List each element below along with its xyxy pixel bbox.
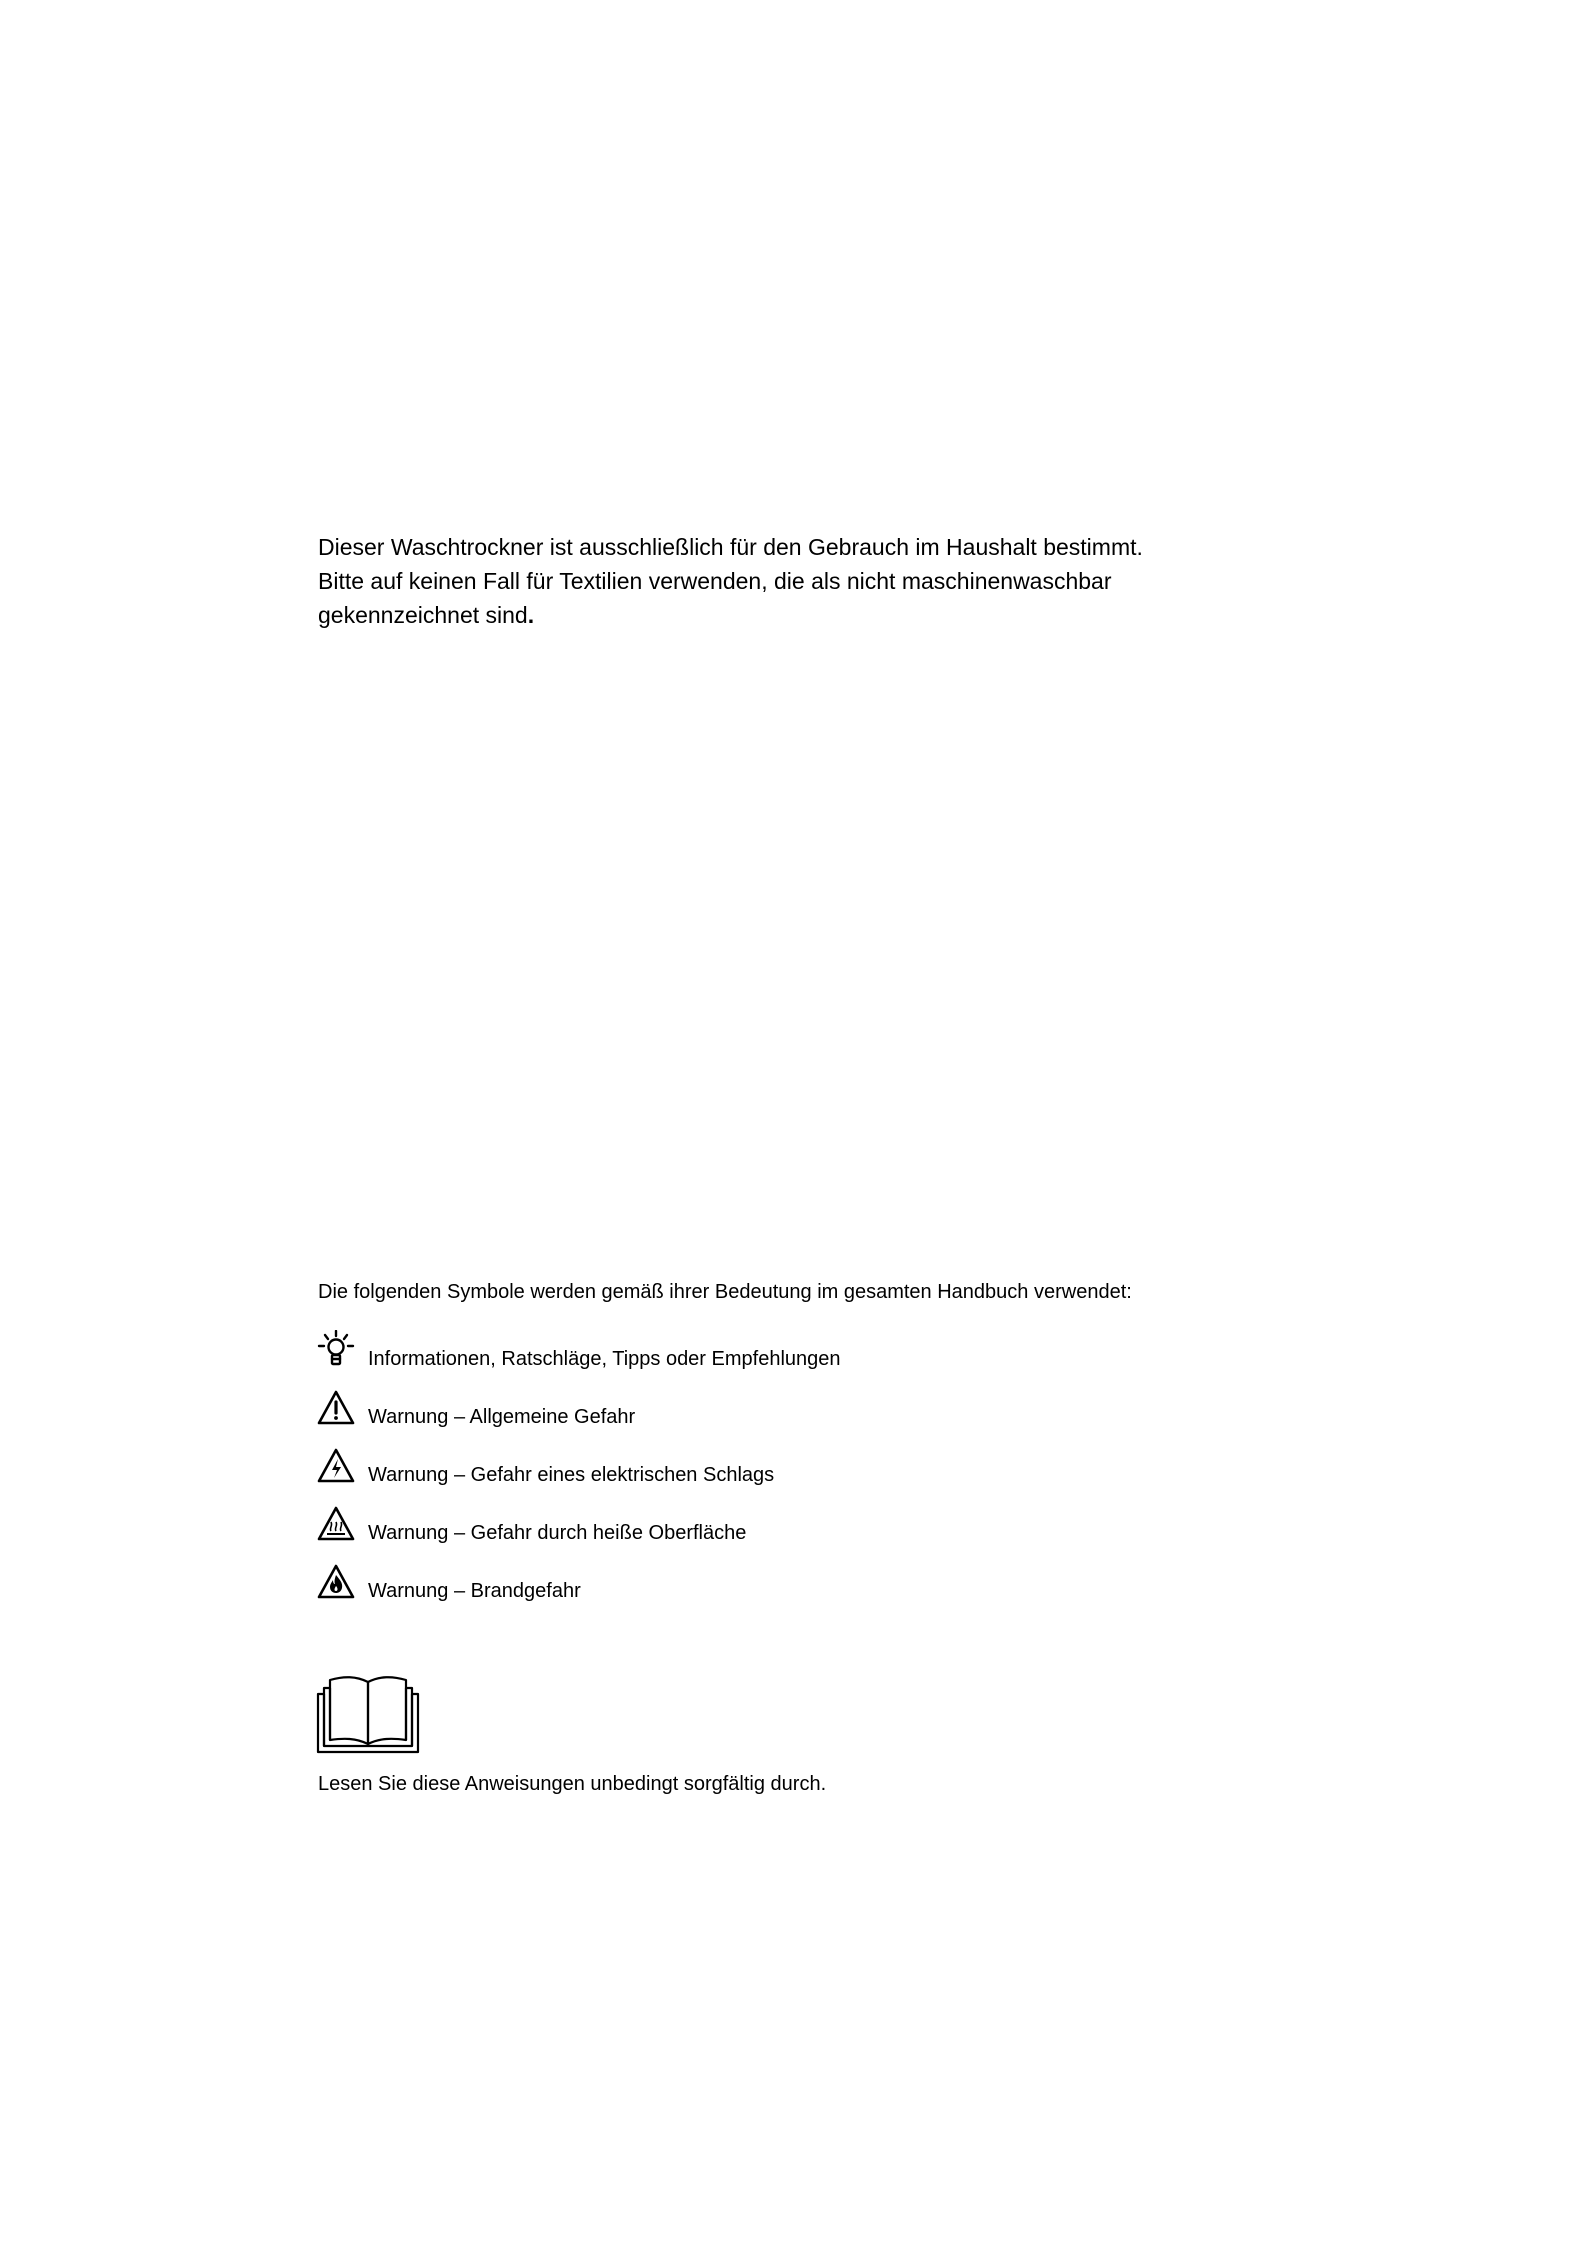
warning-electric-icon bbox=[316, 1446, 356, 1486]
symbol-row-info bbox=[316, 1330, 1316, 1370]
symbol-row-general-danger bbox=[316, 1388, 1316, 1428]
symbol-row-electric-shock bbox=[316, 1446, 1316, 1486]
open-book-icon bbox=[316, 1672, 420, 1756]
symbol-row-hot-surface bbox=[316, 1504, 1316, 1544]
symbol-row-fire bbox=[316, 1562, 1316, 1602]
symbol-label-info: Informationen, Ratschläge, Tipps oder Empfehlungen bbox=[368, 1348, 841, 1370]
intro-line-1: Dieser Waschtrockner ist ausschließlich für den Gebrauch im Haushalt bestimmt. bbox=[318, 534, 1143, 560]
intro-line-3 bbox=[318, 598, 1278, 632]
read-instructions-note: Lesen Sie diese Anweisungen unbedingt sorgfältig durch. bbox=[318, 1773, 827, 1795]
symbols-heading: Die folgenden Symbole werden gemäß ihrer Bedeutung im gesamten Handbuch verwendet: bbox=[318, 1281, 1132, 1303]
symbol-label-general-danger: Warnung – Allgemeine Gefahr bbox=[368, 1406, 636, 1428]
intended-use-paragraph bbox=[318, 530, 1278, 632]
symbol-label-electric-shock: Warnung – Gefahr eines elektrischen Schlags bbox=[368, 1464, 775, 1486]
intro-line-3-text: gekennzeichnet sind bbox=[318, 602, 528, 628]
symbol-label-hot-surface: Warnung – Gefahr durch heiße Oberfläche bbox=[368, 1522, 747, 1544]
intro-line-3-period: . bbox=[527, 602, 535, 628]
warning-fire-icon bbox=[316, 1562, 356, 1602]
warning-hot-surface-icon bbox=[316, 1504, 356, 1544]
symbol-label-fire: Warnung – Brandgefahr bbox=[368, 1580, 581, 1602]
intro-line-2: Bitte auf keinen Fall für Textilien verwenden, die als nicht maschinenwaschbar bbox=[318, 568, 1112, 594]
lightbulb-icon bbox=[316, 1330, 356, 1370]
warning-general-icon bbox=[316, 1388, 356, 1428]
